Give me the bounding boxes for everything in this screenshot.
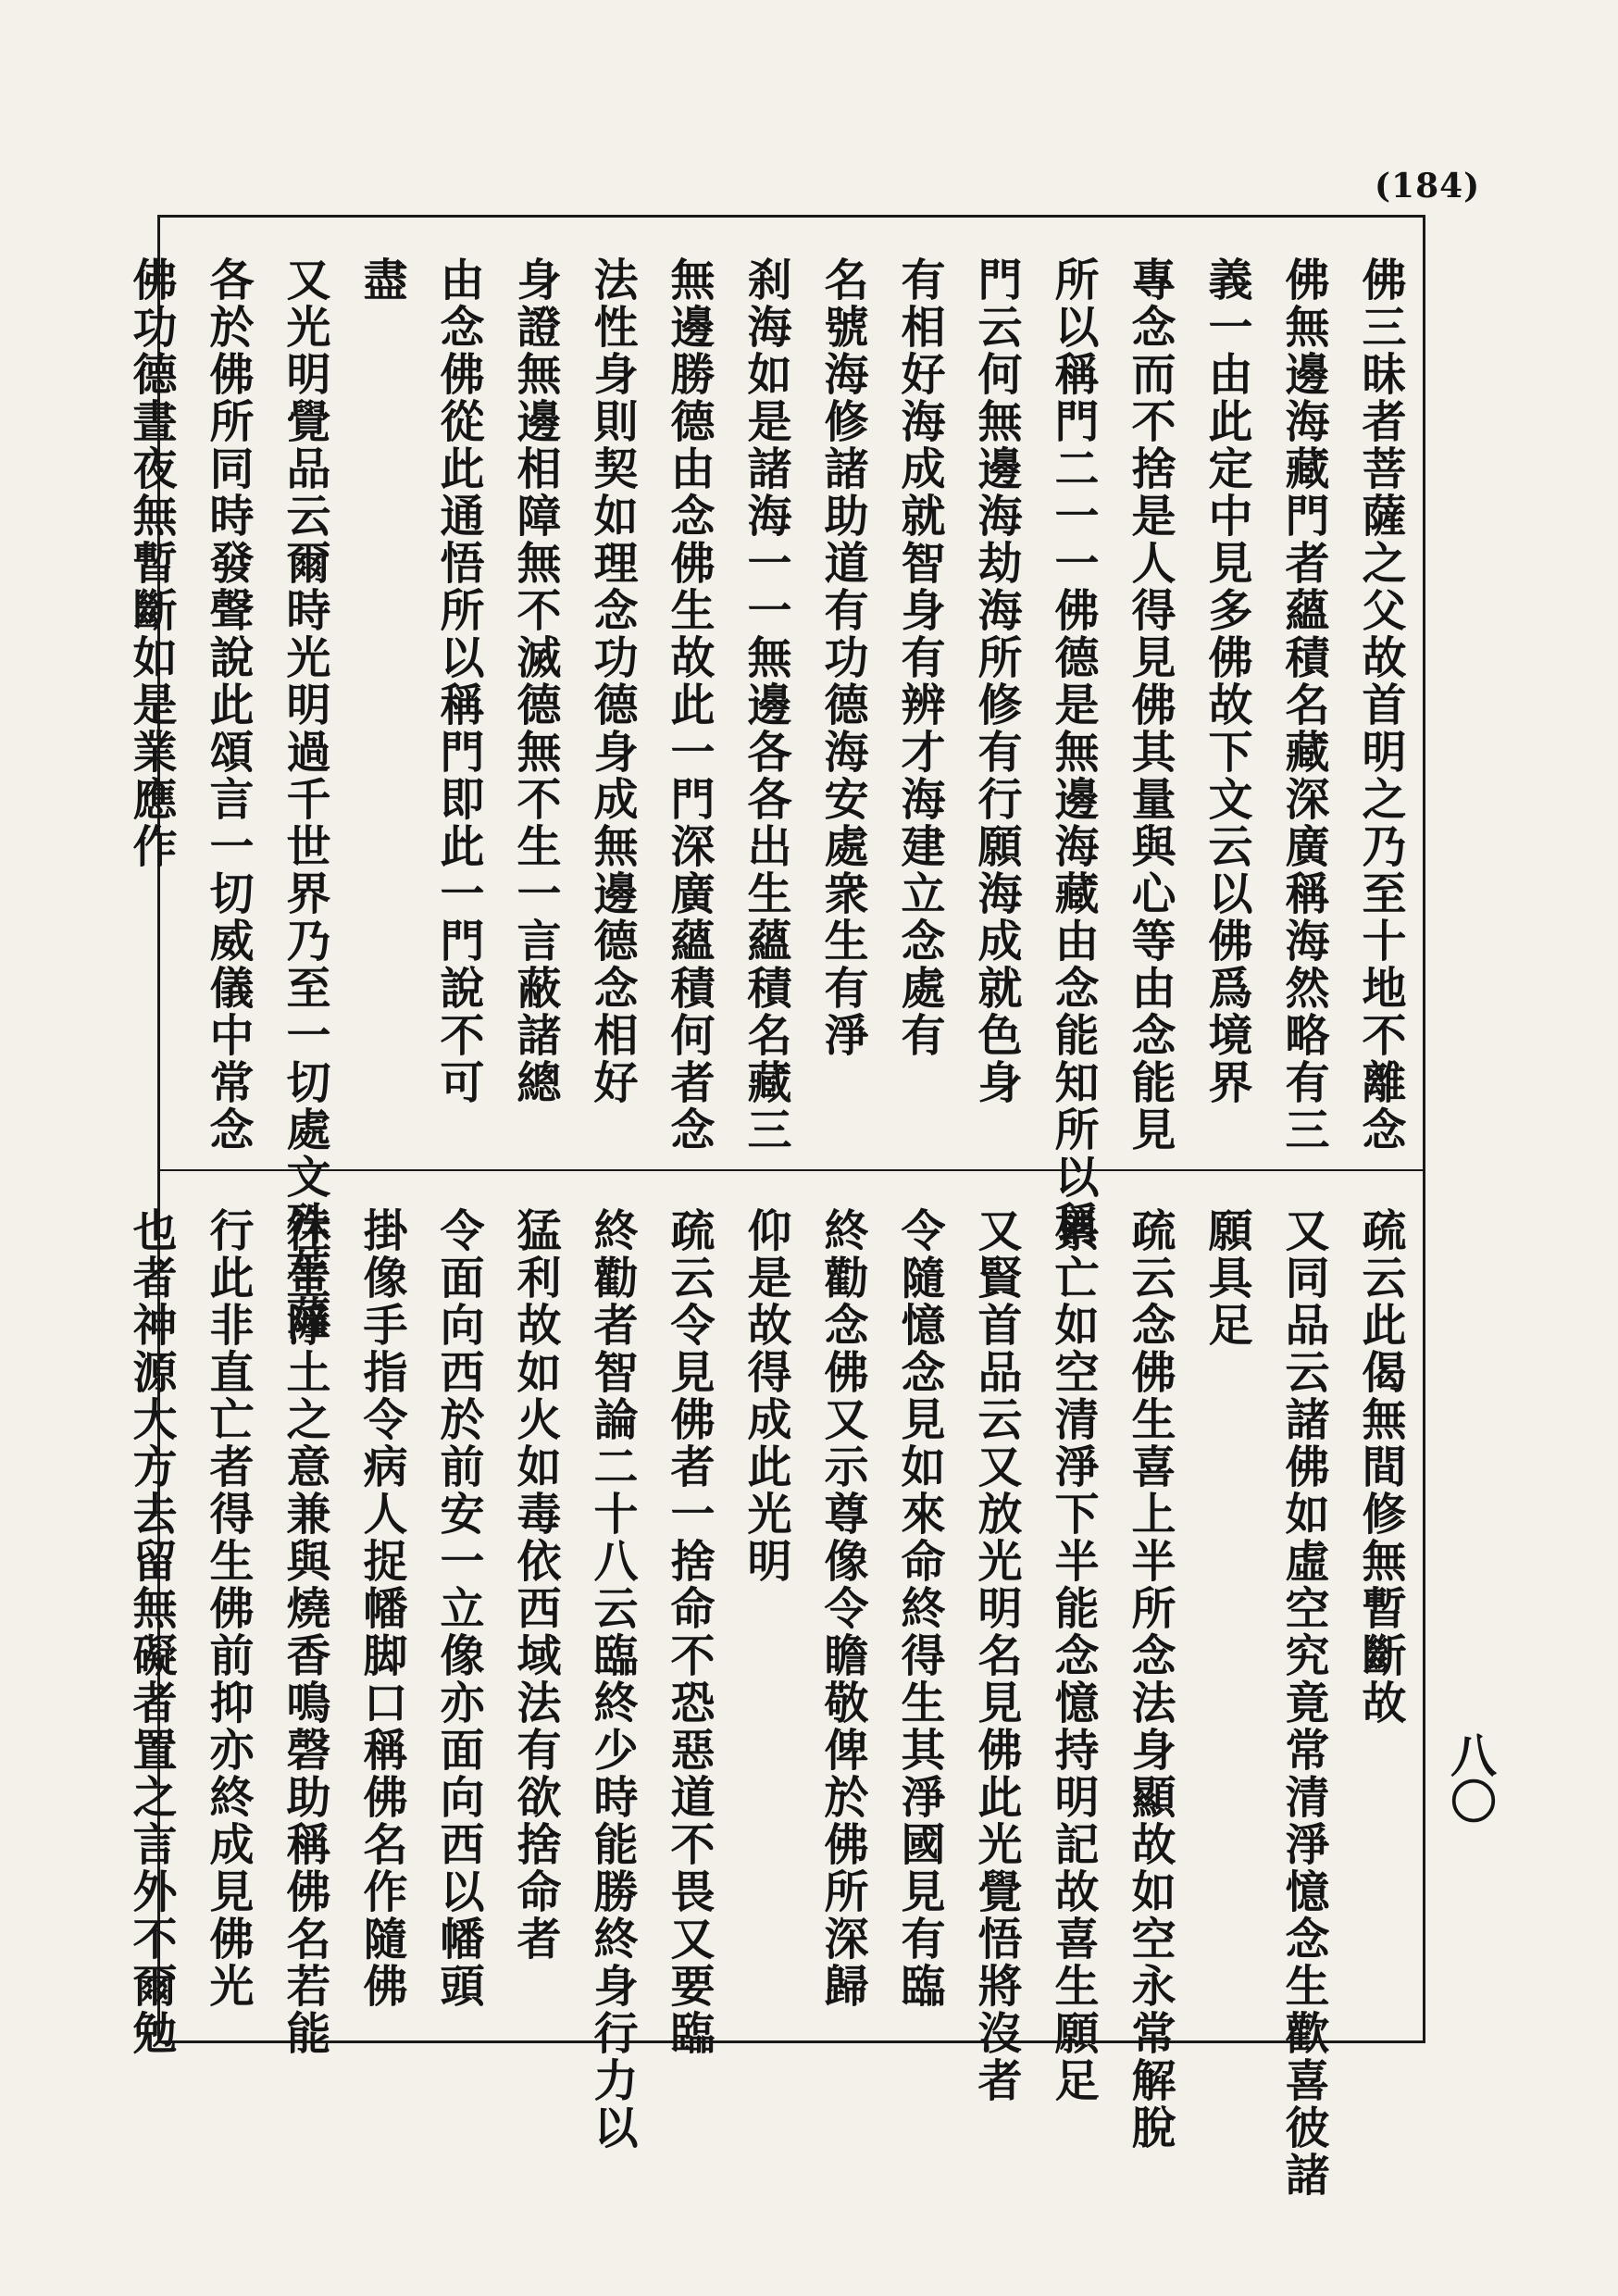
lower-column: 累亡如空清淨下半能念憶持明記故喜生願足 [1047,1207,1099,2104]
upper-column: 所以稱門二一一佛德是無邊海藏由念能知所以稱 [1047,256,1099,1248]
upper-column: 又光明覺品云爾時光明過千世界乃至一切處文殊菩薩 [279,256,330,1342]
lower-column: 行此非直亡者得生佛前抑亦終成見佛光 [202,1207,254,2010]
upper-column: 刹海如是諸海一一無邊各各出生蘊積名藏三 [740,256,791,1154]
lower-column: 令面向西於前安一立像亦面向西以幡頭 [432,1207,484,2010]
lower-column: 又賢首品云又放光明名見佛此光覺悟將沒者 [970,1207,1022,2104]
lower-column: 也者神源大方去留無礙者置之言外不爾勉 [125,1207,177,2057]
upper-column: 有相好海成就智身有辨才海建立念處有 [893,256,945,1059]
lower-column: 終勸者智論二十八云臨終少時能勝終身行力以 [586,1207,638,2152]
lower-column: 猛利故如火如毒依西域法有欲捨命者 [509,1207,561,1963]
lower-column: 掛像手指令病人捉幡脚口稱佛名作隨佛 [355,1207,407,2010]
upper-column: 名號海修諸助道有功德海安處衆生有淨 [816,256,868,1059]
page-number: (184) [1375,167,1481,206]
lower-panel [125,1172,1423,2199]
upper-column: 門云何無邊海劫海所修有行願海成就色身 [970,256,1022,1106]
upper-column: 身證無邊相障無不滅德無不生一言蔽諸總 [509,256,561,1106]
upper-column: 專念而不捨是人得見佛其量與心等由念能見 [1124,256,1176,1154]
upper-column: 佛三昧者菩薩之父故首明之乃至十地不離念 [1354,256,1406,1154]
lower-column: 疏云念佛生喜上半所念法身顯故如空永常解脫 [1124,1207,1176,2152]
upper-column: 無邊勝德由念佛生故此一門深廣蘊積何者念 [663,256,715,1154]
upper-column: 由念佛從此通悟所以稱門即此一門說不可 [432,256,484,1106]
lower-column: 往生淨土之意兼與燒香鳴磬助稱佛名若能 [279,1207,330,2057]
lower-column: 又同品云諸佛如虛空究竟常清淨憶念生歡喜彼諸 [1277,1207,1329,2199]
upper-column: 各於佛所同時發聲說此頌言一切威儀中常念 [202,256,254,1154]
lower-column: 願具足 [1201,1207,1252,1349]
lower-column: 終勸念佛又示尊像令瞻敬俾於佛所深歸 [816,1207,868,2010]
upper-column: 義一由此定中見多佛故下文云以佛爲境界 [1201,256,1252,1106]
text-frame [125,215,1425,2199]
lower-column: 仰是故得成此光明 [740,1207,791,1585]
side-page-number: 八〇 [1443,1731,1498,1824]
lower-column: 疏云令見佛者一捨命不恐惡道不畏又要臨 [663,1207,715,2057]
lower-column: 疏云此偈無間修無暫斷故 [1354,1207,1406,1727]
upper-column: 盡 [355,256,407,304]
upper-column: 佛功德晝夜無暫斷如是業應作 [125,256,177,870]
upper-column: 佛無邊海藏門者蘊積名藏深廣稱海然略有三 [1277,256,1329,1154]
panel-divider [160,1169,1423,1171]
lower-column: 令隨憶念見如來命終得生其淨國見有臨 [893,1207,945,2010]
upper-column: 法性身則契如理念功德身成無邊德念相好 [586,256,638,1106]
